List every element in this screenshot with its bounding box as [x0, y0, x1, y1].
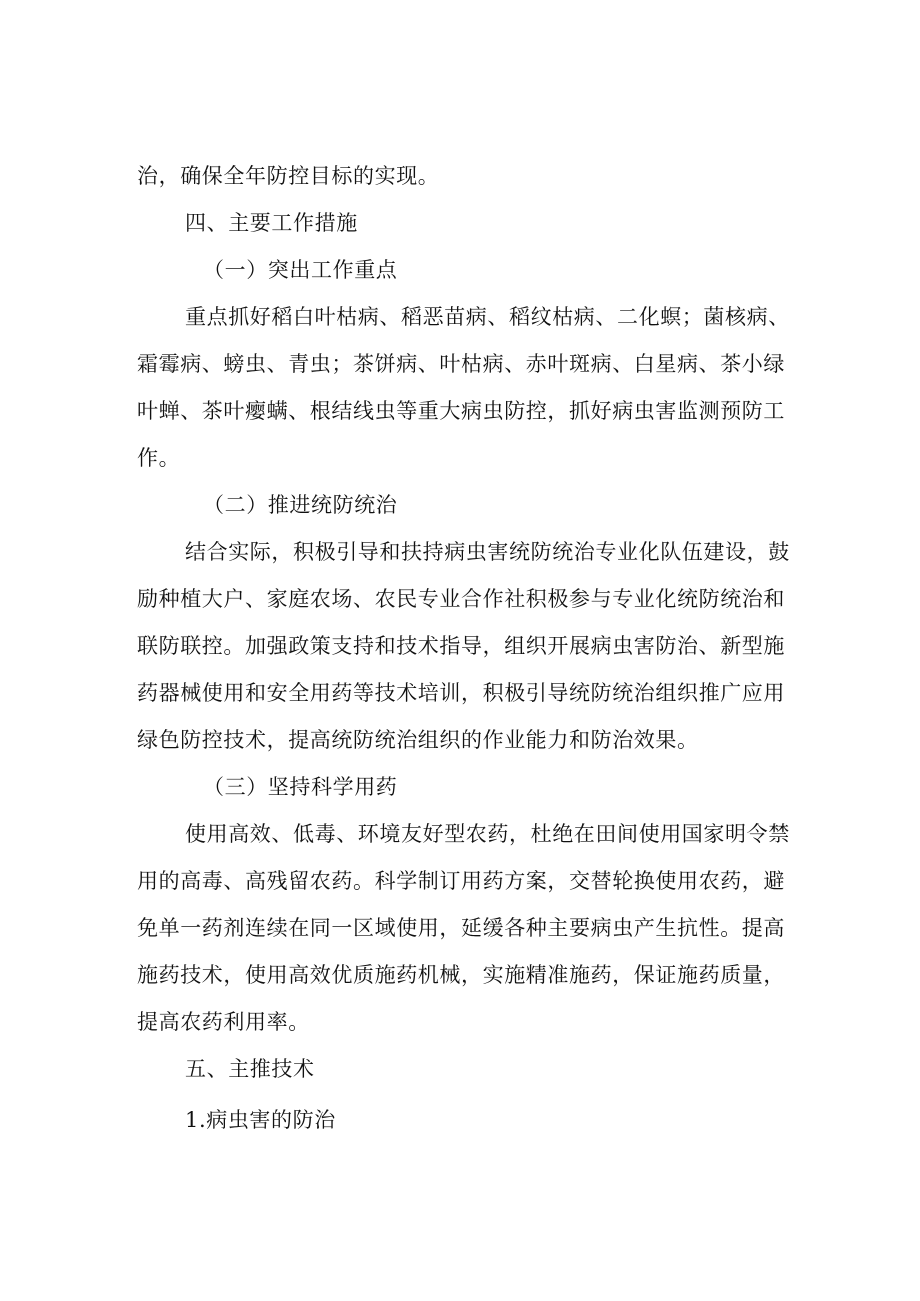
paragraph-line: 结合实际，积极引导和扶持病虫害统防统治专业化队伍建设，鼓 [185, 540, 790, 564]
paragraph-line: 绿色防控技术，提高统防统治组织的作业能力和防治效果。 [137, 728, 699, 752]
paragraph-line: 叶蝉、茶叶瘿螨、根结线虫等重大病虫防控，抓好病虫害监测预防工 [137, 399, 785, 423]
section-heading: 五、主推技术 [185, 1057, 315, 1081]
subsection-heading: （二）推进统防统治 [203, 493, 398, 517]
paragraph-line: 联防联控。加强政策支持和技术指导，组织开展病虫害防治、新型施 [137, 634, 785, 658]
paragraph-line: 治，确保全年防控目标的实现。 [137, 164, 440, 188]
subsection-heading: （三）坚持科学用药 [203, 775, 398, 799]
paragraph-line: 施药技术，使用高效优质施药机械，实施精准施药，保证施药质量， [137, 963, 785, 987]
paragraph-line: 免单一药剂连续在同一区域使用，延缓各种主要病虫产生抗性。提高 [137, 916, 785, 940]
paragraph-line: 霜霉病、螃虫、青虫；茶饼病、叶枯病、赤叶斑病、白星病、茶小绿 [137, 352, 785, 376]
paragraph-line: 药器械使用和安全用药等技术培训，积极引导统防统治组织推广应用 [137, 681, 785, 705]
paragraph-line: 用的高毒、高残留农药。科学制订用药方案，交替轮换使用农药，避 [137, 869, 785, 893]
subsection-heading: （一）突出工作重点 [203, 258, 398, 282]
paragraph-line: 励种植大户、家庭农场、农民专业合作社积极参与专业化统防统治和 [137, 587, 785, 611]
paragraph-line: 使用高效、低毒、环境友好型农药，杜绝在田间使用国家明令禁 [185, 822, 790, 846]
paragraph-line: 重点抓好稻白叶枯病、稻恶苗病、稻纹枯病、二化螟；菌核病、 [185, 305, 790, 329]
numbered-heading: 1.病虫害的防治 [185, 1108, 336, 1132]
paragraph-line: 提高农药利用率。 [137, 1010, 310, 1034]
paragraph-line: 作。 [137, 446, 181, 470]
section-heading: 四、主要工作措施 [185, 211, 358, 235]
